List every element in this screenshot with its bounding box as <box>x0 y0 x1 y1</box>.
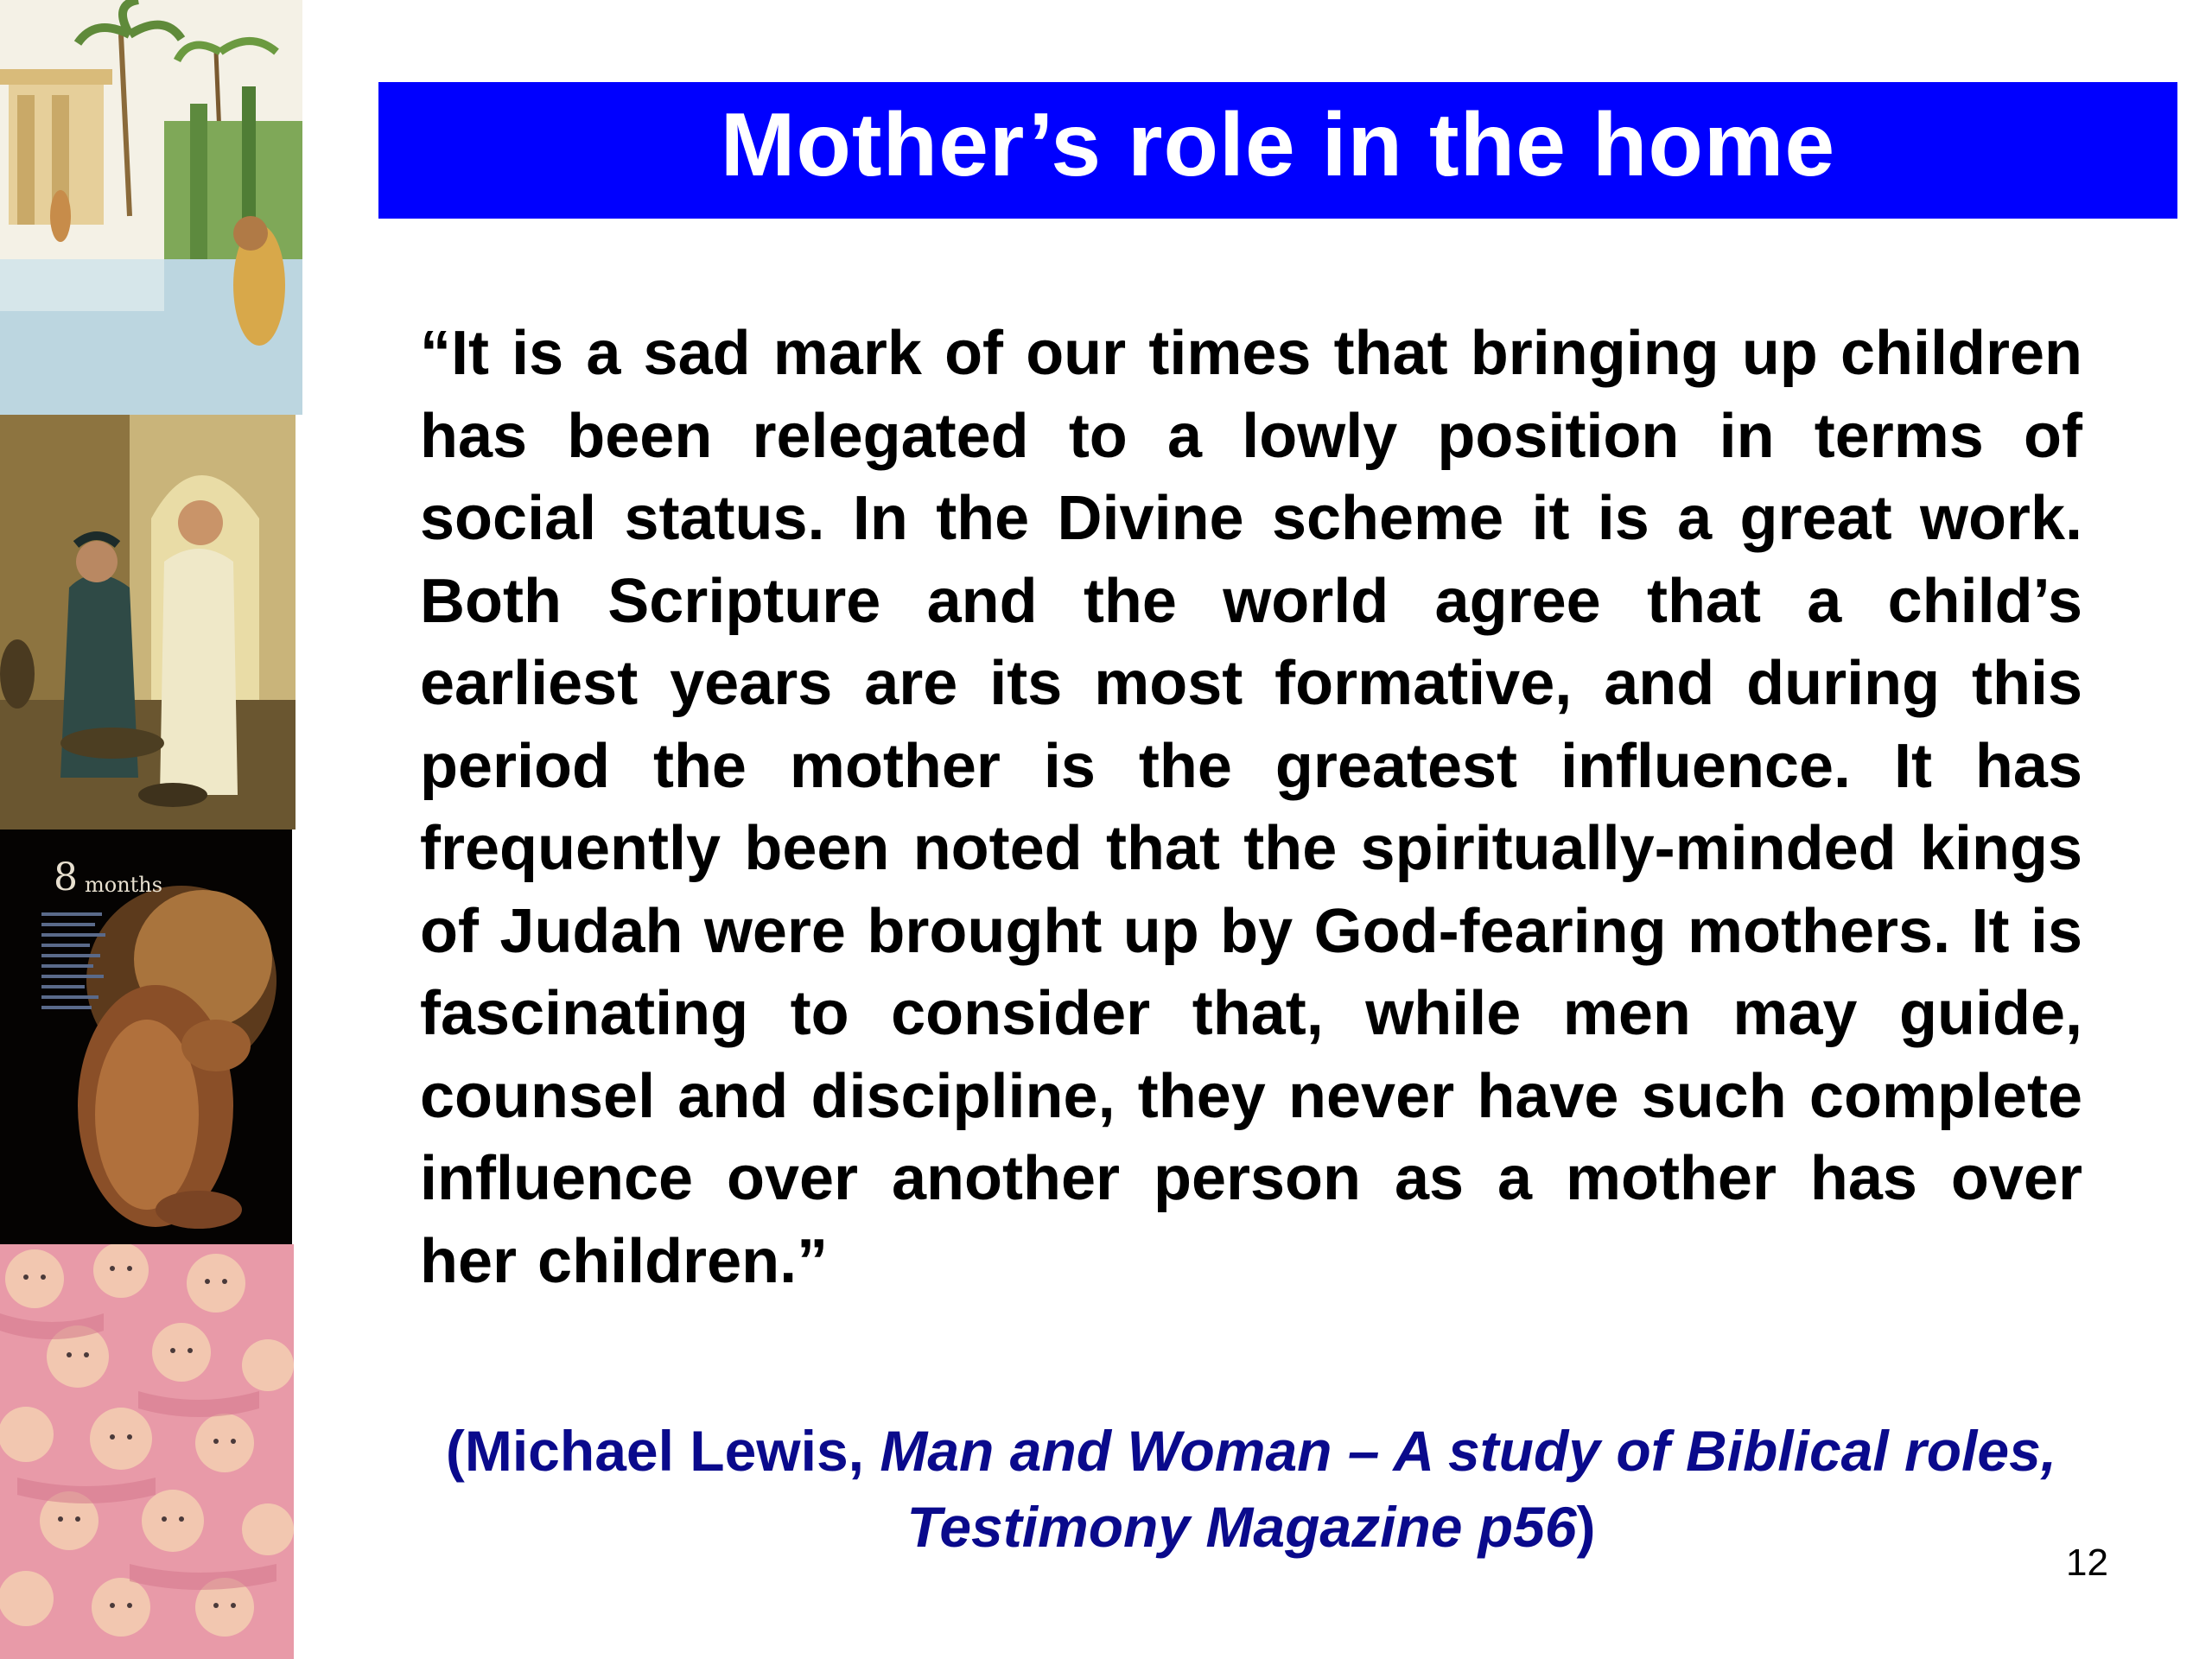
citation-close: ) <box>1576 1495 1596 1559</box>
citation-work-title: Man and Woman – A study of Biblical roles, Testimony Magazine p56 <box>880 1419 2057 1559</box>
nile-scene-image <box>0 0 302 415</box>
slide-title: Mother’s role in the home <box>720 94 1836 195</box>
fetus-image <box>0 830 292 1244</box>
photo-strip <box>0 0 302 1659</box>
title-banner <box>378 82 2177 219</box>
fetus-label-word: months <box>85 873 163 897</box>
fetus-label-number: 8 <box>54 855 78 899</box>
babies-image <box>0 1244 294 1659</box>
quote-paragraph: “It is a sad mark of our times that bringing up children has been relegated to a lowly position in terms of social status. In the Divine scheme it is a great work. Both Scripture and the world agree that a child’s earliest years are its most formative, and during this period the mother is the greatest influence. It has frequently been noted that the spiritually-minded kings of Judah were brought up by God-fearing mothers. It is fascinating to consider that, while men may guide, counsel and discipline, they never have such complete influence over another person as a mother has over her children.” <box>420 319 2082 1296</box>
citation <box>420 1413 2082 1565</box>
interior-scene-image <box>0 415 296 830</box>
citation-open: (Michael Lewis, <box>445 1419 880 1483</box>
page-number: 12 <box>2066 1541 2108 1584</box>
